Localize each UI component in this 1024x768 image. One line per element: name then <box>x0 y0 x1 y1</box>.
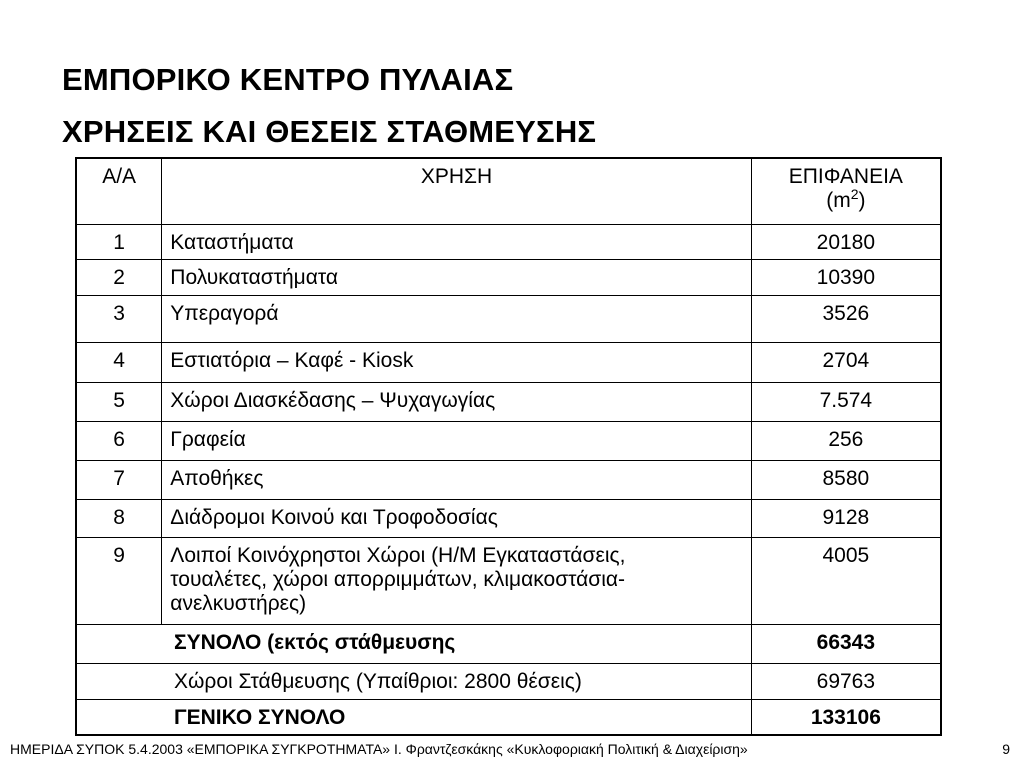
row-aa: 1 <box>76 224 162 259</box>
uses-table <box>75 157 942 736</box>
row-aa: 4 <box>76 342 162 382</box>
table-header-row <box>76 158 941 224</box>
footer-text: ΗΜΕΡΙΔΑ ΣΥΠΟΚ 5.4.2003 «ΕΜΠΟΡΙΚΑ ΣΥΓΚΡΟΤΗΜΑΤΑ» Ι. Φραντζεσκάκης «Κυκλοφοριακή Πολιτική & Διαχείριση» <box>10 741 748 757</box>
row-use: Χώροι Διασκέδασης – Ψυχαγωγίας <box>162 382 751 421</box>
row-aa: 8 <box>76 499 162 537</box>
total-value: 133106 <box>751 699 941 735</box>
page-title: ΕΜΠΟΡΙΚΟ ΚΕΝΤΡΟ ΠΥΛΑΙΑΣ <box>62 62 514 97</box>
row-area: 20180 <box>751 224 941 259</box>
row-use: Πολυκαταστήματα <box>162 259 751 295</box>
header-aa: Α/Α <box>76 158 162 224</box>
table-row <box>76 537 941 624</box>
row-area: 256 <box>751 421 941 460</box>
row-area: 4005 <box>751 537 941 624</box>
row-aa: 5 <box>76 382 162 421</box>
row-aa: 9 <box>76 537 162 624</box>
row-area: 10390 <box>751 259 941 295</box>
header-use: ΧΡΗΣΗ <box>162 158 751 224</box>
row-area: 7.574 <box>751 382 941 421</box>
row-aa: 7 <box>76 460 162 499</box>
table-row <box>76 224 941 259</box>
table-row <box>76 421 941 460</box>
row-area: 2704 <box>751 342 941 382</box>
row-use: Υπεραγορά <box>162 295 751 342</box>
page-subtitle: ΧΡΗΣΕΙΣ ΚΑΙ ΘΕΣΕΙΣ ΣΤΑΘΜΕΥΣΗΣ <box>62 114 597 149</box>
row-aa: 3 <box>76 295 162 342</box>
table-row <box>76 295 941 342</box>
row-use: Γραφεία <box>162 421 751 460</box>
parking-value: 69763 <box>751 663 941 699</box>
row-use <box>162 537 751 624</box>
row-area: 3526 <box>751 295 941 342</box>
row-use: Καταστήματα <box>162 224 751 259</box>
table-row <box>76 382 941 421</box>
table-row <box>76 499 941 537</box>
subtotal-label: ΣΥΝΟΛΟ (εκτός στάθμευσης <box>76 624 751 663</box>
subtotal-row <box>76 624 941 663</box>
row-area: 8580 <box>751 460 941 499</box>
header-area-label: ΕΠΙΦΑΝΕΙΑ <box>788 165 903 188</box>
row-use-line: τουαλέτες, χώροι απορριμμάτων, κλιμακοστάσια- <box>170 567 626 591</box>
subtotal-value: 66343 <box>751 624 941 663</box>
row-use: Αποθήκες <box>162 460 751 499</box>
row-area: 9128 <box>751 499 941 537</box>
parking-label: Χώροι Στάθμευσης (Υπαίθριοι: 2800 θέσεις) <box>76 663 751 699</box>
row-aa: 2 <box>76 259 162 295</box>
header-area-unit: $(m^2)$ <box>826 186 866 212</box>
row-use-line: ανελκυστήρες) <box>170 591 307 615</box>
page-number: 9 <box>1002 741 1010 757</box>
table-row <box>76 259 941 295</box>
row-aa: 6 <box>76 421 162 460</box>
footer <box>10 741 1010 757</box>
row-use: Διάδρομοι Κοινού και Τροφοδοσίας <box>162 499 751 537</box>
header-area <box>751 158 941 224</box>
row-use: Εστιατόρια – Καφέ - Kiosk <box>162 342 751 382</box>
table-row <box>76 460 941 499</box>
row-use-line: Λοιποί Κοινόχρηστοι Χώροι (Η/Μ Εγκαταστάσεις, <box>170 543 626 567</box>
parking-row <box>76 663 941 699</box>
table-row <box>76 342 941 382</box>
total-row <box>76 699 941 735</box>
total-label: ΓΕΝΙΚΟ ΣΥΝΟΛΟ <box>76 699 751 735</box>
